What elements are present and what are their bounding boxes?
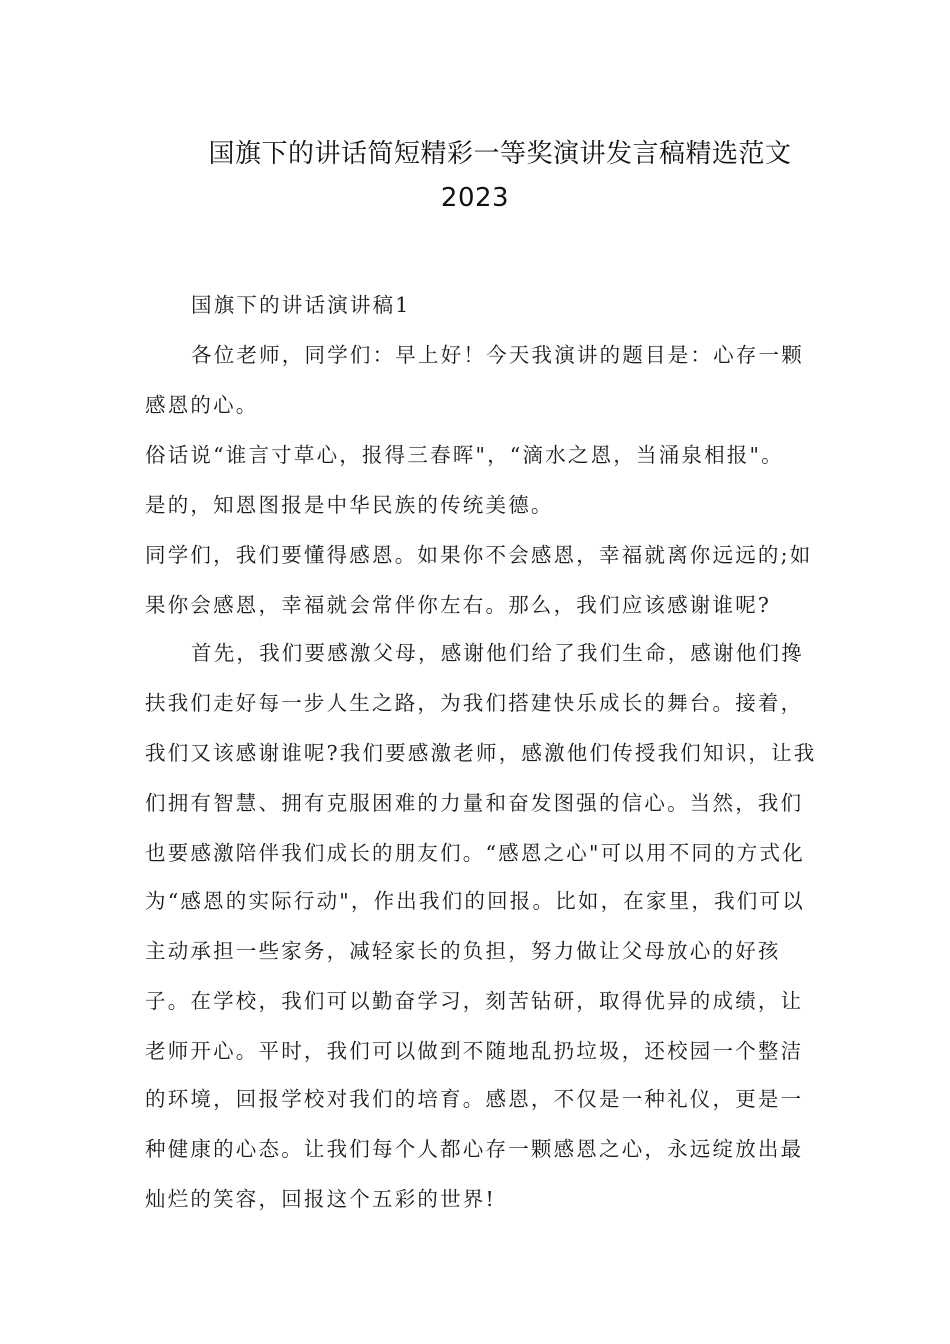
document-title: 国旗下的讲话简短精彩一等奖演讲发言稿精选范文	[208, 139, 792, 169]
paragraph-line: 同学们，我们要懂得感恩。如果你不会感恩，幸福就离你远远的;如	[145, 543, 813, 567]
paragraph-line: 们拥有智慧、拥有克服困难的力量和奋发图强的信心。当然，我们	[145, 791, 804, 815]
paragraph-line: 是的，知恩图报是中华民族的传统美德。	[145, 493, 554, 517]
paragraph-line: 子。在学校，我们可以勤奋学习，刻苦钻研，取得优异的成绩，让	[145, 989, 804, 1013]
paragraph-line: 种健康的心态。让我们每个人都心存一颗感恩之心，永远绽放出最	[145, 1137, 804, 1161]
paragraph-line: 各位老师，同学们：早上好！今天我演讲的题目是：心存一颗	[191, 343, 804, 367]
paragraph-line: 果你会感恩，幸福就会常伴你左右。那么，我们应该感谢谁呢?	[145, 593, 772, 617]
section-heading: 国旗下的讲话演讲稿1	[191, 293, 411, 317]
paragraph-line: 老师开心。平时，我们可以做到不随地乱扔垃圾，还校园一个整洁	[145, 1039, 804, 1063]
paragraph-line: 首先，我们要感激父母，感谢他们给了我们生命，感谢他们搀	[191, 641, 804, 665]
paragraph-line: 的环境，回报学校对我们的培育。感恩，不仅是一种礼仪，更是一	[145, 1087, 804, 1111]
paragraph-line: 我们又该感谢谁呢?我们要感激老师，感激他们传授我们知识，让我	[145, 741, 817, 765]
paragraph-line: 扶我们走好每一步人生之路，为我们搭建快乐成长的舞台。接着，	[145, 691, 804, 715]
paragraph-line: 也要感激陪伴我们成长的朋友们。“感恩之心"可以用不同的方式化	[145, 841, 805, 865]
paragraph-line: 灿烂的笑容，回报这个五彩的世界!	[145, 1187, 496, 1211]
paragraph-line: 俗话说“谁言寸草心，报得三春晖"，“滴水之恩，当涌泉相报"。	[145, 443, 784, 467]
paragraph-line: 主动承担一些家务，减轻家长的负担，努力做让父母放心的好孩	[145, 939, 781, 963]
paragraph-line: 感恩的心。	[145, 393, 259, 417]
paragraph-line: 为“感恩的实际行动"，作出我们的回报。比如，在家里，我们可以	[145, 889, 805, 913]
document-title-year: 2023	[440, 183, 510, 213]
